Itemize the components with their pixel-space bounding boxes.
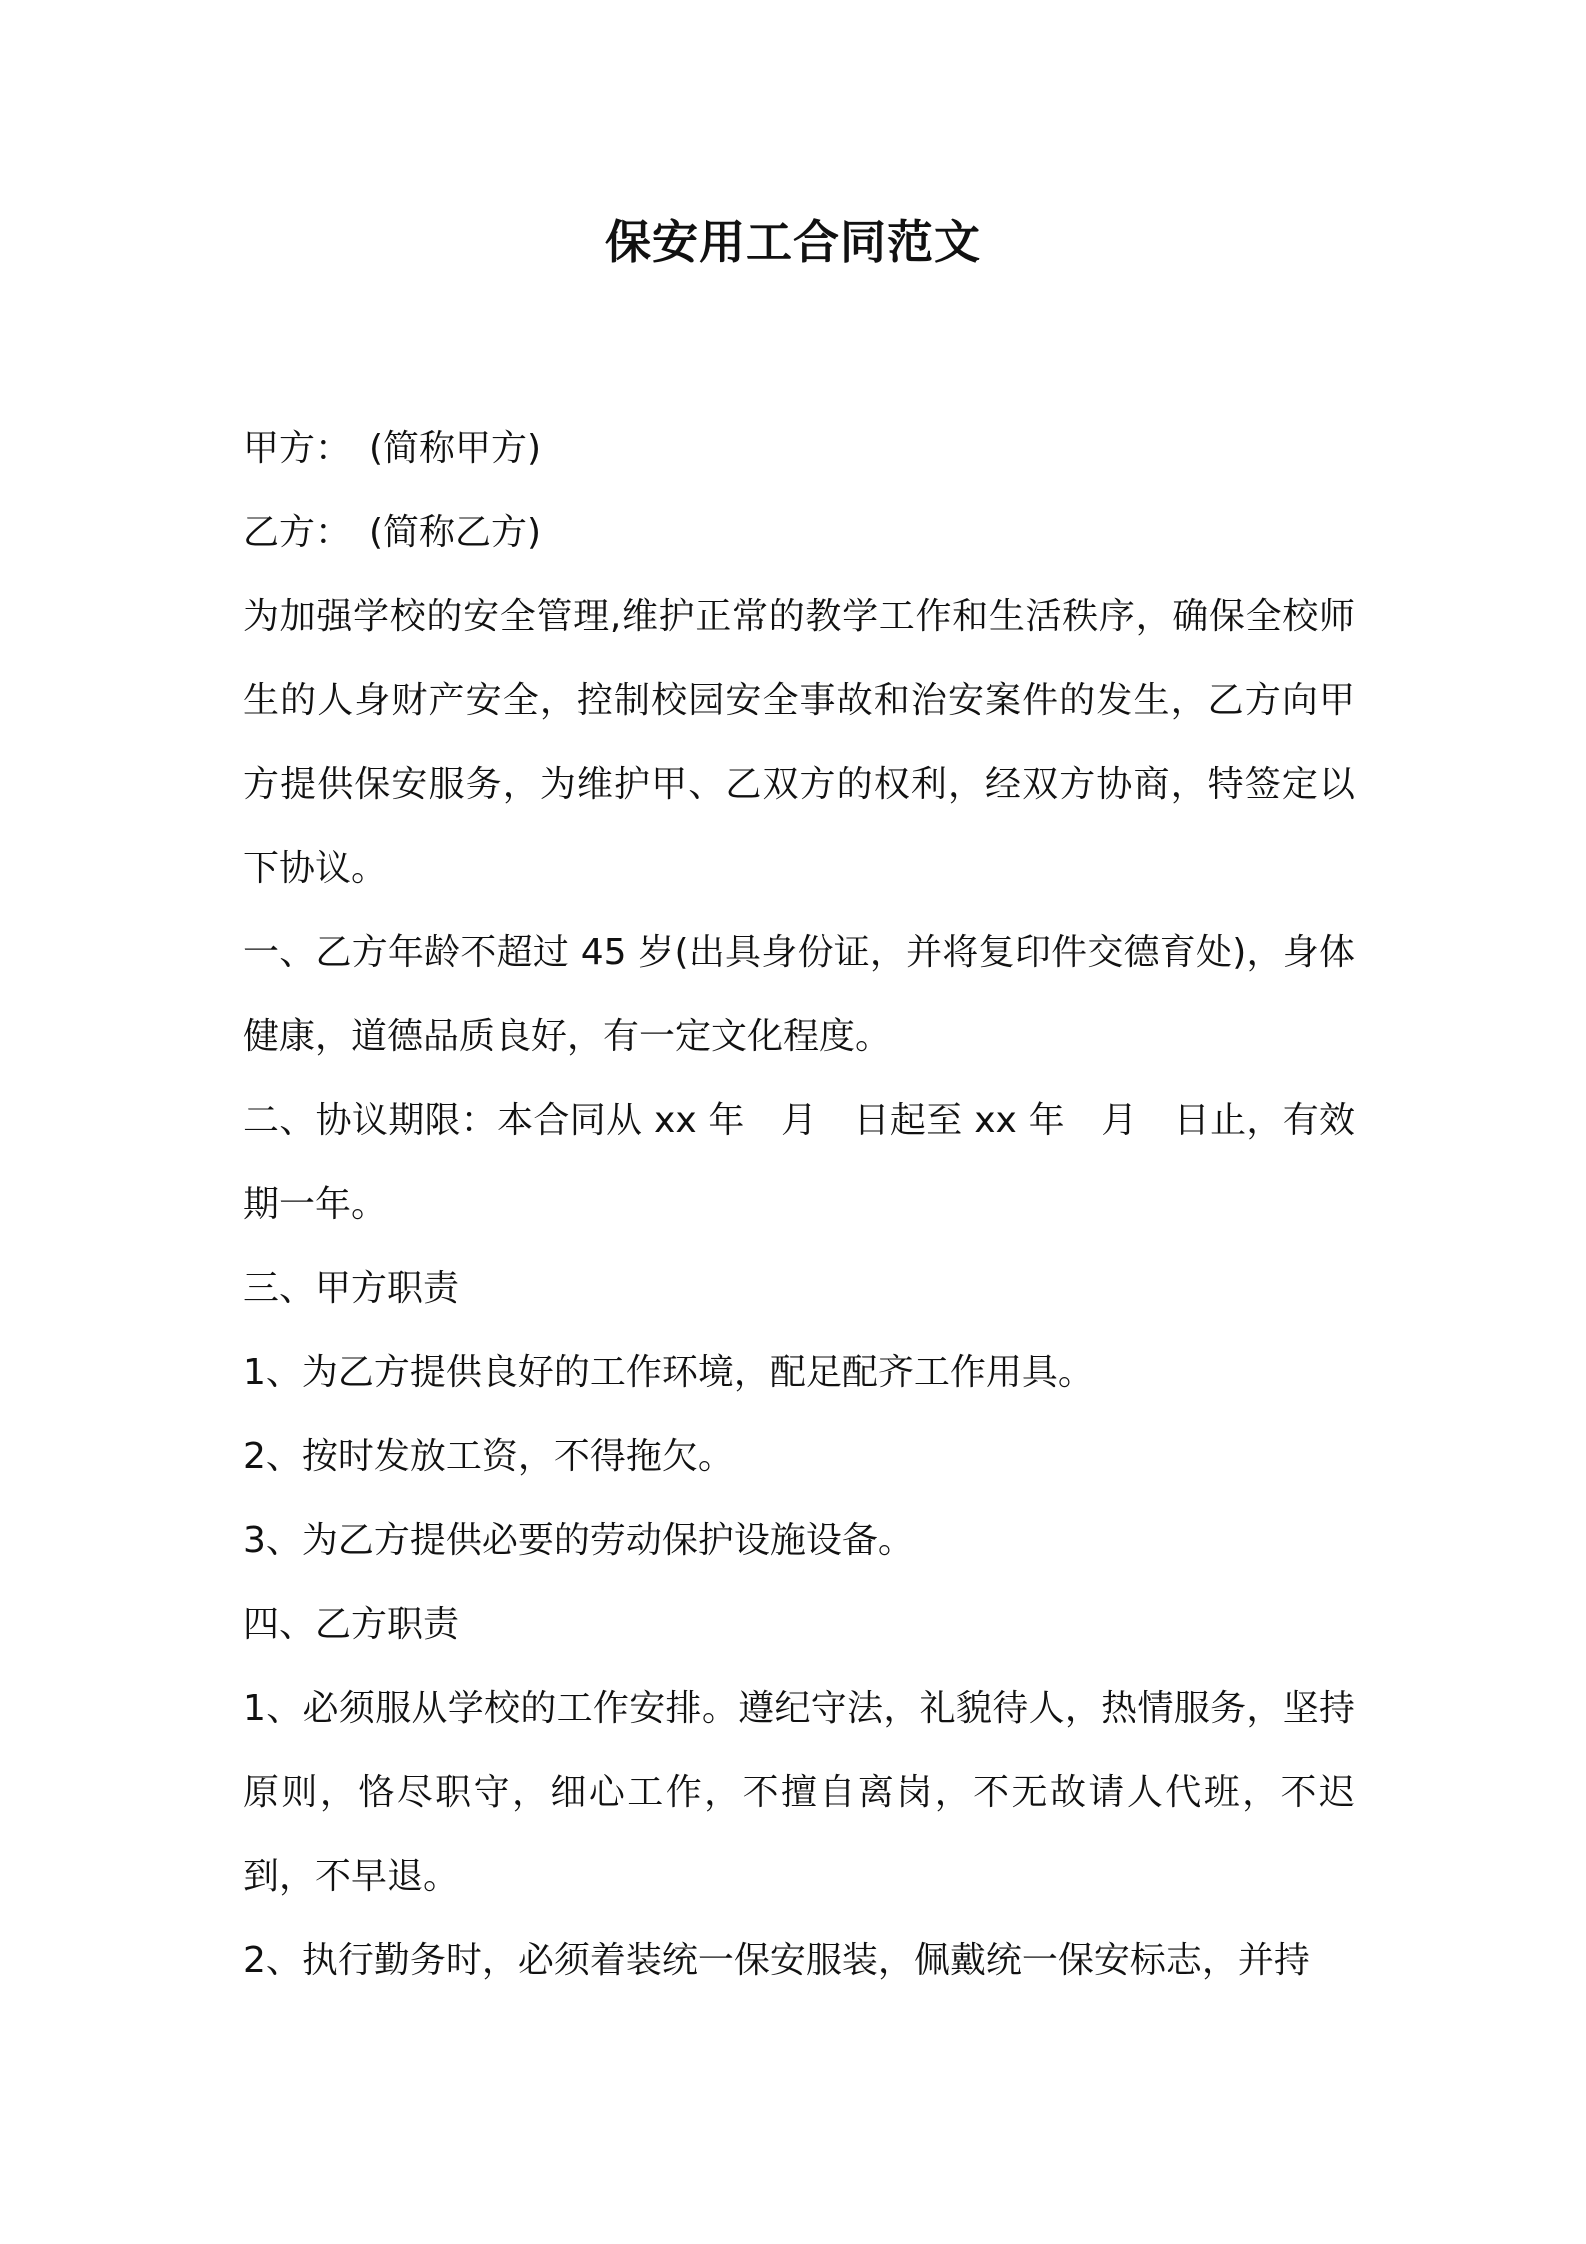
section-4-item-2: 2、执行勤务时，必须着装统一保安服装，佩戴统一保安标志，并持 bbox=[243, 1940, 1310, 1981]
section-4-item-1: 1、必须服从学校的工作安排。遵纪守法，礼貌待人，热情服务，坚持原则，恪尽职守，细心工作，不擅自离岗，不无故请人代班，不迟到，不早退。 bbox=[243, 1688, 1355, 1897]
clause-1-paragraph: 一、乙方年龄不超过 45 岁(出具身份证，并将复印件交德育处)，身体健康，道德品质良好，有一定文化程度。 bbox=[243, 932, 1355, 1057]
section-3-item-3: 3、为乙方提供必要的劳动保护设施设备。 bbox=[243, 1520, 914, 1561]
section-3-heading: 三、甲方职责 bbox=[243, 1268, 460, 1309]
section-4-heading: 四、乙方职责 bbox=[243, 1604, 460, 1645]
document-title: 保安用工合同范文 bbox=[605, 215, 981, 269]
party-a-line: 甲方： (简称甲方) bbox=[243, 428, 542, 469]
section-3-item-2: 2、按时发放工资，不得拖欠。 bbox=[243, 1436, 734, 1477]
clause-2-paragraph: 二、协议期限：本合同从 xx 年 月 日起至 xx 年 月 日止，有效期一年。 bbox=[243, 1100, 1355, 1225]
document-body bbox=[243, 407, 1355, 2003]
section-3-item-1: 1、为乙方提供良好的工作环境，配足配齐工作用具。 bbox=[243, 1352, 1094, 1393]
preamble-paragraph: 为加强学校的安全管理,维护正常的教学工作和生活秩序，确保全校师生的人身财产安全，控制校园安全事故和治安案件的发生，乙方向甲方提供保安服务，为维护甲、乙双方的权利，经双方协商，特签定以下协议。 bbox=[243, 596, 1355, 889]
party-b-line: 乙方： (简称乙方) bbox=[243, 512, 542, 553]
